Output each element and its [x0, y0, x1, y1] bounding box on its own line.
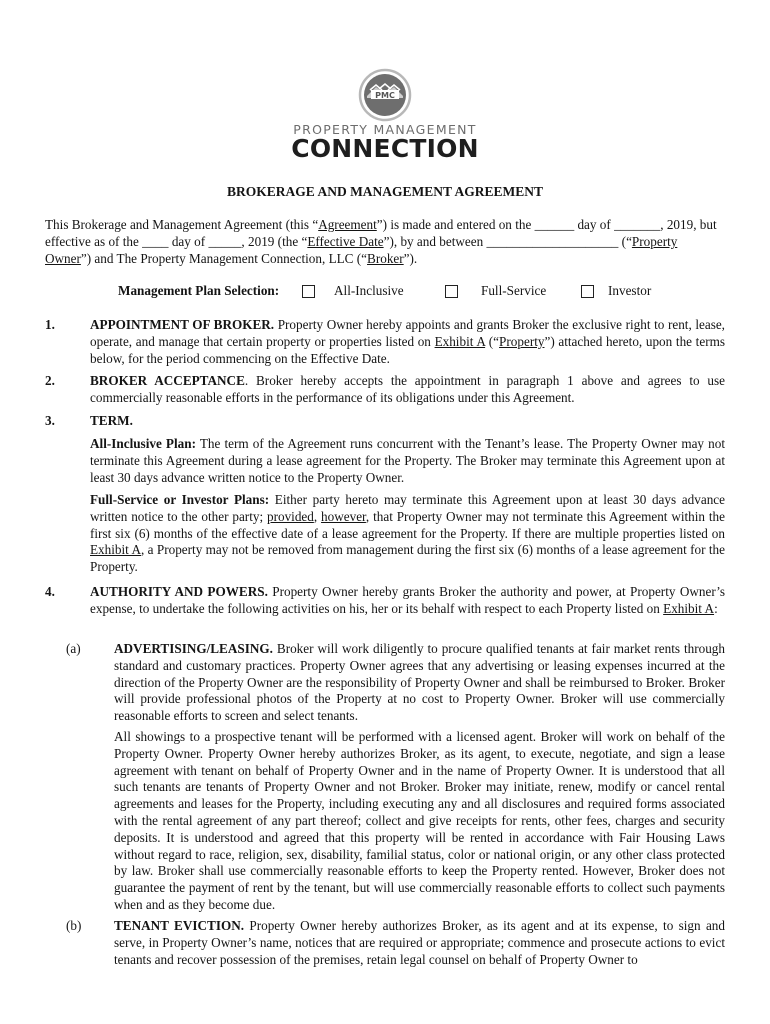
full-service-option-label: Full-Service [481, 283, 547, 298]
subsection-label: (b) [66, 918, 82, 933]
section-number: 3. [45, 413, 55, 428]
section-text: Property Owner hereby grants Broker the authority and power, at Property Owner’s expense, to undertake the following activities on his, her or its behalf with respect to each Property listed on [90, 584, 725, 616]
company-logo [0, 0, 770, 170]
underlined-term: provided [266, 508, 314, 524]
defined-term-agreement: Agreement [318, 217, 377, 232]
intro-text: ”) and The Property Management Connection, LLC (“ [80, 250, 368, 266]
tenant-eviction-paragraph [114, 918, 725, 968]
section-text: , [313, 508, 322, 524]
all-inclusive-term-paragraph [90, 436, 725, 486]
section-1-paragraph [90, 317, 725, 367]
section-number: 2. [45, 373, 55, 388]
section-4-paragraph [90, 584, 725, 618]
section-text: The term of the Agreement runs concurrent with the Tenant’s lease. The Property Owner may not terminate this Agreement during a lease agreement for the Property. The Broker may terminate this Agreement upon at least 30 days advance written notice to the Property Owner. [90, 436, 725, 485]
investor-checkbox[interactable] [581, 285, 594, 298]
exhibit-a-reference: Exhibit A [434, 333, 486, 349]
section-2-paragraph [90, 373, 725, 407]
section-heading: AUTHORITY AND POWERS. [90, 584, 268, 599]
defined-term-property-owner: Property Owner [45, 233, 678, 266]
exhibit-a-reference: Exhibit A [90, 542, 141, 558]
section-text: . Broker hereby accepts the appointment in paragraph 1 above and agrees to use commercially reasonable efforts in the performance of its obligations under this Agreement. [90, 373, 725, 405]
section-text: Either party hereto may terminate this Agreement upon at least 30 days advance written notice to the other party; [90, 492, 725, 524]
intro-text: This Brokerage and Management Agreement (this “ [45, 217, 319, 232]
section-text: : [714, 600, 718, 616]
section-text: Broker will work diligently to procure qualified tenants at fair market rents through standard and customary practices. Property Owner agrees that any advertising or leasing expenses incurred at the direction of the Property Owner are the responsibility of Property Owner and shall be reimbursed to Broker. Broker will provide professional photos of the Property at no cost to Property Owner. Broker will use commercially reasonable efforts to screen and select tenants. [114, 641, 725, 724]
house-logo-icon [358, 68, 412, 122]
showings-paragraph: All showings to a prospective tenant will be performed with a licensed agent. Broker will work on behalf of the Property Owner. Property Owner hereby authorizes Broker, as its agent, to execute, negotiate, and sign a lease agreement with tenant on behalf of Property Owner and in the name of Property Owner. It is understood that all such tenants are tenants of Property Owner and not Broker. Broker may initiate, renew, modify or cancel rental agreements and leases for the Property, including executing any and all disclosures and required forms associated with the rental agreement of any part thereof; collect and give receipts for rents, other fees, charges and security deposits. It is understood and agreed that this property will be rented in accordance with Fair Housing Laws without regard to race, religion, sex, disability, familial status, color or national origin, or any other class protected by law. Broker shall use commercially reasonable efforts to keep the Property rented. However, Broker does not guarantee the payment of rent by the tenant, but will use commercially reasonable efforts to collect such payments when and as they become due. [114, 729, 725, 912]
plan-heading: Full-Service or Investor Plans: [90, 492, 270, 507]
section-text: , that Property Owner may not terminate this Agreement within the first six (6) months of the effective date of a lease agreement for the Property. If there are multiple properties listed on [90, 508, 725, 541]
subsection-heading: TENANT EVICTION. [114, 918, 245, 933]
plan-selection-label: Management Plan Selection: [118, 283, 280, 298]
section-text: ”) attached hereto, upon the terms below, for the period commencing on the Effective Date. [90, 333, 725, 366]
logo-text-property-management: PROPERTY MANAGEMENT [293, 122, 477, 137]
intro-text: ”) is made and entered on the ______ day of _______, 2019, but effective as of the ____ day of _____, 2019 (the “ [45, 217, 717, 249]
intro-text: ”). [403, 250, 418, 266]
all-inclusive-option-label: All-Inclusive [334, 283, 404, 298]
subsection-heading: ADVERTISING/LEASING. [114, 641, 273, 656]
section-text: (“ [485, 333, 500, 349]
full-service-checkbox[interactable] [445, 285, 458, 298]
section-text: , a Property may not be removed from management during the first six (6) months of a lease agreement for the Property. [90, 542, 726, 575]
section-text: Property Owner hereby authorizes Broker, as its agent and at its expense, to sign and serve, in Property Owner’s name, notices that are required or appropriate; commence and prosecute actions to evict tenants and recover possession of the premises, retain legal counsel on behalf of Property Owner to [114, 918, 725, 967]
logo-text-connection: CONNECTION [291, 134, 479, 163]
section-heading: TERM. [90, 413, 133, 428]
section-number: 1. [45, 317, 55, 332]
investor-option-label: Investor [608, 283, 652, 298]
intro-text: ”), by and between ____________________ (“ [383, 233, 632, 249]
logo-mark-letters: PMC [375, 91, 395, 100]
section-text: Property Owner hereby appoints and grants Broker the exclusive right to rent, lease, operate, and manage that certain property or properties listed on [90, 317, 725, 349]
section-heading: BROKER ACCEPTANCE [90, 373, 245, 388]
subsection-label: (a) [66, 641, 81, 656]
section-number: 4. [45, 584, 55, 599]
defined-term-property: Property [499, 333, 545, 349]
section-heading: APPOINTMENT OF BROKER. [90, 317, 275, 332]
defined-term-broker: Broker [367, 250, 404, 266]
advertising-leasing-paragraph [114, 641, 725, 725]
plan-heading: All-Inclusive Plan: [90, 436, 196, 451]
underlined-term: however [321, 508, 366, 524]
full-service-term-paragraph [90, 492, 725, 576]
intro-paragraph [45, 217, 725, 267]
document-title: BROKERAGE AND MANAGEMENT AGREEMENT [227, 184, 543, 199]
defined-term-effective-date: Effective Date [307, 233, 384, 249]
all-inclusive-checkbox[interactable] [302, 285, 315, 298]
exhibit-a-reference: Exhibit A [663, 600, 715, 616]
